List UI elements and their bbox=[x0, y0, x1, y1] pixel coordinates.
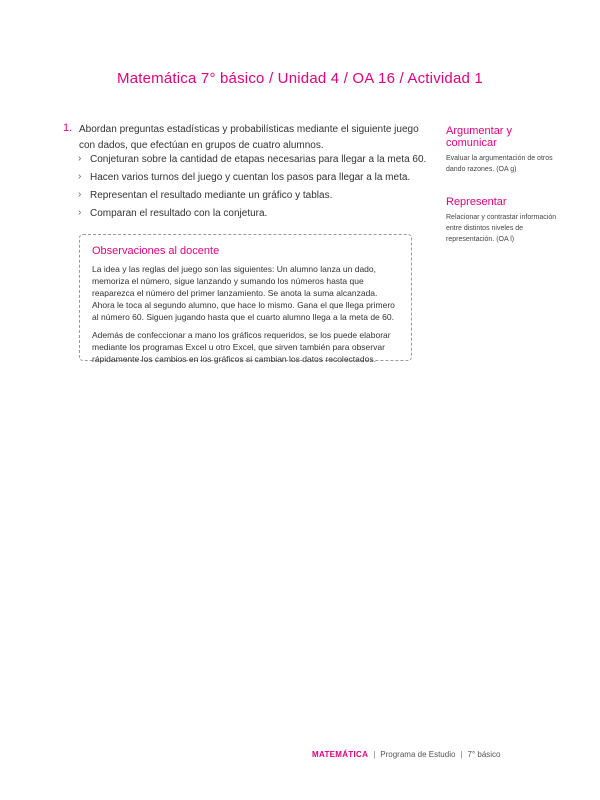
observations-box bbox=[79, 234, 412, 364]
observations-paragraph: La idea y las reglas del juego son las siguientes: Un alumno lanza un dado, memoriza el número, sigue lanzando y sumando los números hasta que reaparezca el número del primer lanzamiento. Se anota la suma alcanzada. Ahora le toca al segundo alumno, que hace lo mismo. Gana el que llega primero al número 60. Siguen jugando hasta que el cuarto alumno llega a la meta de 60. bbox=[92, 264, 395, 322]
step-text: Conjeturan sobre la cantidad de etapas necesarias para llegar a la meta 60. bbox=[90, 154, 427, 165]
list-item bbox=[78, 154, 428, 172]
skill-text: Evaluar la argumentación de otros dando razones. (OA g) bbox=[446, 155, 553, 173]
list-item bbox=[78, 208, 428, 226]
list-item bbox=[78, 172, 428, 190]
sidebar-skill-argumentar bbox=[446, 125, 561, 175]
observations-title: Observaciones al docente bbox=[92, 245, 220, 257]
footer-subject: MATEMÁTICA bbox=[312, 750, 369, 759]
step-text: Hacen varios turnos del juego y cuentan los pasos para llegar a la meta. bbox=[90, 172, 411, 183]
chevron-right-icon: › bbox=[78, 189, 82, 200]
sidebar-skill-representar bbox=[446, 196, 561, 245]
chevron-right-icon: › bbox=[78, 153, 82, 164]
skill-text: Relacionar y contrastar información entre distintos niveles de representación. (OA l) bbox=[446, 214, 557, 243]
footer-separator: | bbox=[460, 750, 463, 759]
list-item bbox=[78, 190, 428, 208]
step-text: Comparan el resultado con la conjetura. bbox=[90, 208, 268, 219]
step-text: Representan el resultado mediante un gráfico y tablas. bbox=[90, 190, 333, 201]
footer-program: Programa de Estudio bbox=[380, 750, 456, 759]
activity-intro: Abordan preguntas estadísticas y probabilísticas mediante el siguiente juego con dados, que efectúan en grupos de cuatro alumnos. bbox=[79, 124, 419, 151]
chevron-right-icon: › bbox=[78, 207, 82, 218]
footer-grade: 7° básico bbox=[467, 750, 501, 759]
skill-heading: Representar bbox=[446, 196, 507, 208]
chevron-right-icon: › bbox=[78, 171, 82, 182]
observations-paragraph: Además de confeccionar a mano los gráficos requeridos, se los puede elaborar mediante los programas Excel u otro Excel, que sirven también para observar rápidamente los cambios en los gráficos si cambian los datos recolectados. bbox=[92, 330, 391, 364]
activity-steps bbox=[78, 154, 428, 226]
activity-number: 1. bbox=[63, 122, 73, 134]
page-footer bbox=[312, 750, 501, 759]
footer-separator: | bbox=[373, 750, 376, 759]
skill-heading: Argumentar y comunicar bbox=[446, 125, 513, 149]
page-title: Matemática 7° básico / Unidad 4 / OA 16 / Actividad 1 bbox=[117, 70, 483, 87]
